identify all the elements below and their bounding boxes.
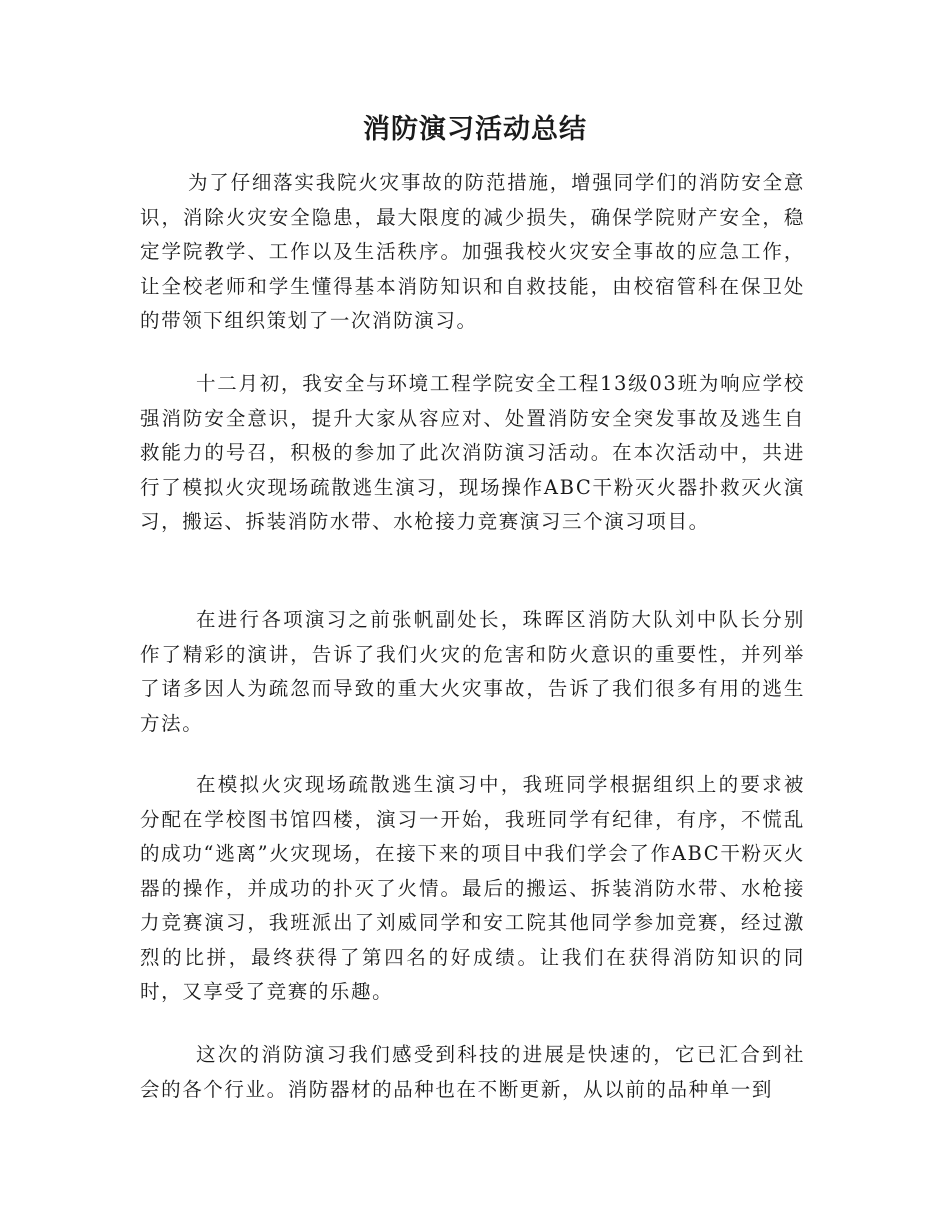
paragraph-1: 为了仔细落实我院火灾事故的防范措施，增强同学们的消防安全意识，消除火灾安全隐患，最大限度的减少损失，确保学院财产安全，稳定学院教学、工作以及生活秩序。加强我校火灾安全事故的应急工作，让全校老师和学生懂得基本消防知识和自救技能，由校宿管科在保卫处的带领下组织策划了一次消防演习。 xyxy=(140,171,805,332)
paragraph-4: 在模拟火灾现场疏散逃生演习中，我班同学根据组织上的要求被分配在学校图书馆四楼，演习一开始，我班同学有纪律，有序，不慌乱的成功“逃离”火灾现场，在接下来的项目中我们学会了作ABC干粉灭火器的操作，并成功的扑灭了火情。最后的搬运、拆装消防水带、水枪接力竞赛演习，我班派出了刘威同学和安工院其他同学参加竞赛，经过激烈的比拼，最终获得了第四名的好成绩。让我们在获得消防知识的同时，又享受了竞赛的乐趣。 xyxy=(140,773,805,1003)
paragraph-2: 十二月初，我安全与环境工程学院安全工程13级03班为响应学校强消防安全意识，提升大家从容应对、处置消防安全突发事故及逃生自救能力的号召，积极的参加了此次消防演习活动。在本次活动中，共进行了模拟火灾现场疏散逃生演习，现场操作ABC干粉灭火器扑救灭火演习，搬运、拆装消防水带、水枪接力竞赛演习三个演习项目。 xyxy=(140,372,805,533)
paragraph-3: 在进行各项演习之前张帆副处长，珠晖区消防大队刘中队长分别作了精彩的演讲，告诉了我们火灾的危害和防火意识的重要性，并列举了诸多因人为疏忽而导致的重大火灾事故，告诉了我们很多有用的逃生方法。 xyxy=(140,608,805,735)
page-title: 消防演习活动总结 xyxy=(363,114,587,145)
paragraph-5: 这次的消防演习我们感受到科技的进展是快速的，它已汇合到社会的各个行业。消防器材的品种也在不断更新，从以前的品种单一到 xyxy=(140,1043,805,1101)
